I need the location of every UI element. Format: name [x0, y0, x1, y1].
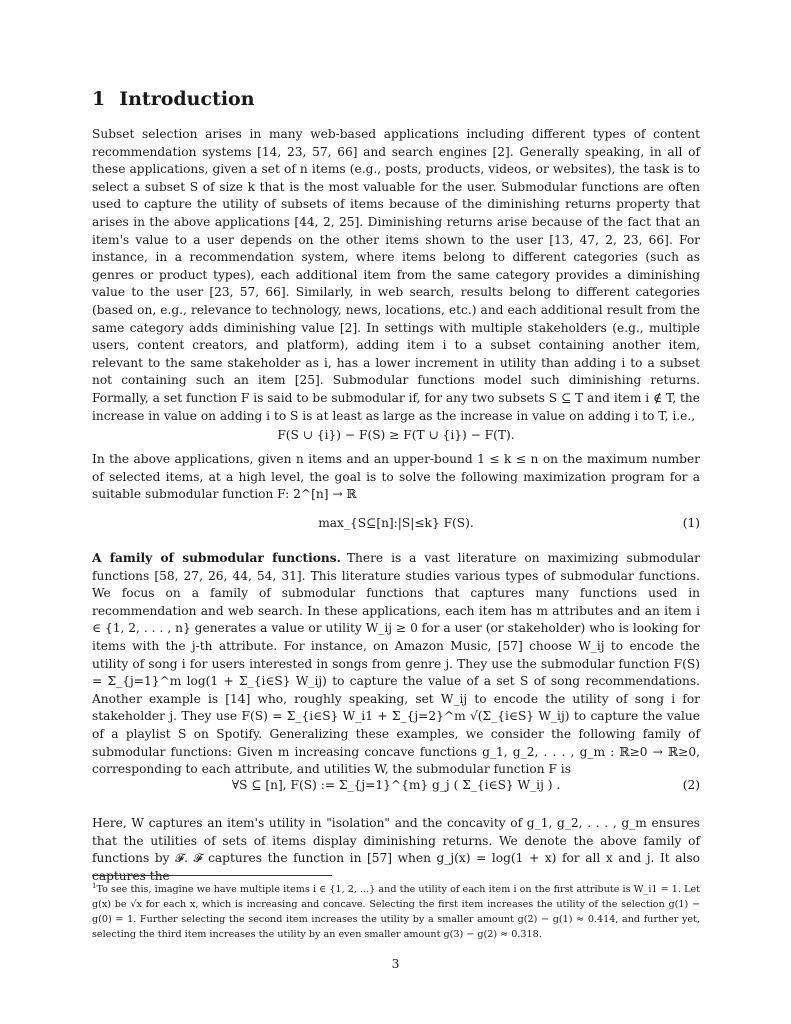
section-title: Introduction	[119, 88, 255, 110]
footnote-marker: 1	[92, 882, 97, 890]
equation-tag: (2)	[682, 778, 700, 792]
section-number: 1	[92, 88, 106, 110]
footnote-rule	[92, 875, 332, 876]
equation-body: ∀S ⊆ [n], F(S) := Σ_{j=1}^{m} g_j ( Σ_{i∈S} W_ij ) .	[231, 778, 561, 792]
equation-2	[92, 778, 700, 796]
equation-1	[92, 516, 700, 534]
footnote	[92, 879, 700, 942]
equation-body: F(S ∪ {i}) − F(S) ≥ F(T ∪ {i}) − F(T).	[277, 428, 515, 442]
equation-body: max_{S⊆[n]:|S|≤k} F(S).	[318, 516, 474, 530]
footnote-text: To see this, imagine we have multiple items i ∈ {1, 2, ...} and the utility of each item i on the first attribute is W_i1 = 1. Let g(x) be √x for each x, which is increasing and concave. Selecting the first item increases the utility of the selection g(1) − g(0) = 1. Further selecting the second item increases the utility by a smaller amount g(2) − g(1) ≈ 0.414, and further yet, selecting the third item increases the utility by an even smaller amount g(3) − g(2) ≈ 0.318.	[92, 884, 700, 940]
applications-paragraph: In the above applications, given n items and an upper-bound 1 ≤ k ≤ n on the maximum number of selected items, at a high level, the goal is to solve the following maximization program for a suitable submodular function F: 2^[n] → ℝ	[92, 452, 700, 502]
family-paragraph	[92, 550, 700, 779]
run-in-heading: A family of submodular functions.	[92, 551, 341, 565]
diminishing-returns-text: Here, W captures an item's utility in "isolation" and the concavity of g_1, g_2, . . . , g_m ensures that the utilities of sets of items display diminishing returns. We denote the above family of functions by 𝓕. 𝓕 captures the function in [57] when g_j(x) = log(1 + x) for all x and j. It also captures the	[92, 816, 700, 883]
section-heading	[92, 88, 255, 110]
intro-paragraph: Subset selection arises in many web-based applications including different types of content recommendation systems [14, 23, 57, 66] and search engines [2]. Generally speaking, in all of these applications, given a set of n items (e.g., posts, products, videos, or websites), the task is to select a subset S of size k that is the most valuable for the user. Submodular functions are often used to capture the utility of subsets of items because of the diminishing returns property that arises in the above applications [44, 2, 25]. Diminishing returns arise because of the fact that an item's value to a user depends on the other items shown to the user [13, 47, 2, 23, 66]. For instance, in a recommendation system, where items belong to different categories (such as genres or product types), each additional item from the same category provides a diminishing value to the user [23, 57, 66]. Similarly, in web search, results belong to different categories (based on, e.g., relevance to technology, news, locations, etc.) and each additional result from the same category adds diminishing value [2]. In settings with multiple stakeholders (e.g., multiple users, content creators, and platform), adding item i to a subset containing another item, relevant to the same stakeholder as i, has a lower increment in utility than adding i to a subset not containing such an item [25]. Submodular functions model such diminishing returns. Formally, a set function F is said to be submodular if, for any two subsets S ⊆ T and item i ∉ T, the increase in value on adding i to S is at least as large as the increase in value on adding i to T, i.e.,	[92, 127, 700, 423]
equation-tag: (1)	[682, 516, 700, 530]
submodularity-inequality	[92, 428, 700, 446]
family-paragraph-text: There is a vast literature on maximizing submodular functions [58, 27, 26, 44, 54, 31]. This literature studies various types of submodular functions. We focus on a family of submodular functions that captures many functions used in recommendation and web search. In these applications, each item has m attributes and an item i ∈ {1, 2, . . . , n} generates a value or utility W_ij ≥ 0 for a user (or stakeholder) who is looking for items with the j-th attribute. For instance, on Amazon Music, [57] choose W_ij to encode the utility of song i for users interested in songs from genre j. They use the submodular function F(S) = Σ_{j=1}^m log(1 + Σ_{i∈S} W_ij) to capture the value of a set S of song recommendations. Another example is [14] who, roughly speaking, set W_ij to encode the utility of song i for stakeholder j. They use F(S) = Σ_{i∈S} W_i1 + Σ_{j=2}^m √(Σ_{i∈S} W_ij) to capture the value of a playlist S on Spotify. Generalizing these examples, we consider the following family of submodular functions: Given m increasing concave functions g_1, g_2, . . . , g_m : ℝ≥0 → ℝ≥0, corresponding to each attribute, and utilities W, the submodular function F is	[92, 551, 700, 777]
page-number: 3	[391, 957, 400, 971]
